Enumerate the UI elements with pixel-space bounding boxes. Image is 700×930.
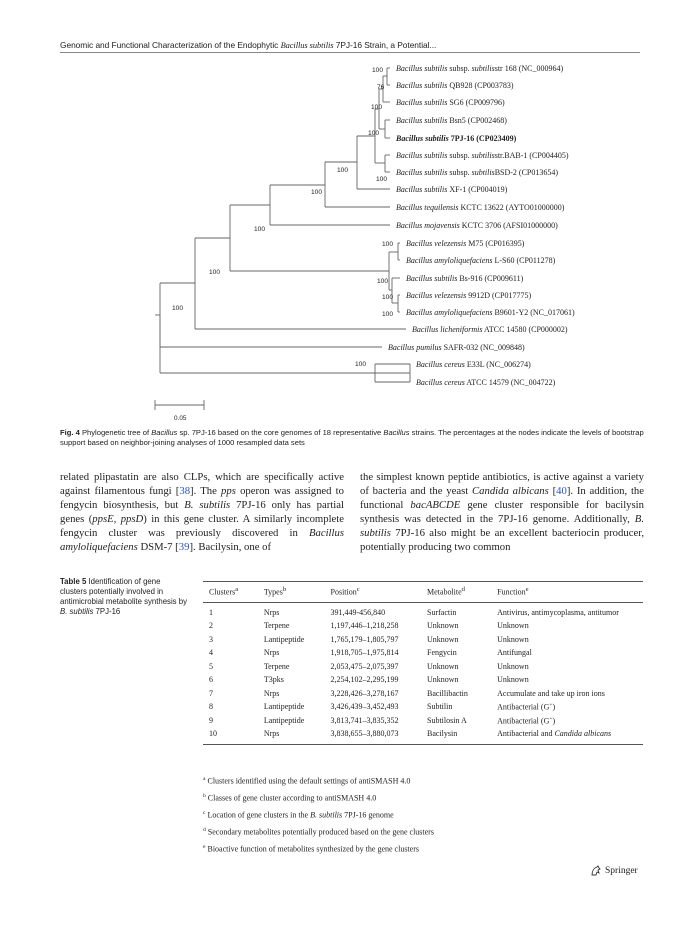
- table-cell: 10: [203, 727, 258, 744]
- table-cell: Subtilin: [427, 702, 453, 712]
- taxon-label: Bacillus subtilis subsp. subtilisstr 168 (NC_000964): [396, 64, 564, 73]
- table-cell: Unknown: [497, 634, 529, 644]
- gene-cluster-table: [203, 581, 643, 745]
- left-italic-3: ppsE, ppsD: [92, 513, 144, 526]
- table-cell: Bacillibactin: [427, 688, 468, 698]
- taxon-label: Bacillus subtilis subsp. subtilisBSD-2 (CP013654): [396, 168, 559, 177]
- header-text: Clusters: [209, 587, 236, 597]
- publisher-name: Springer: [605, 866, 638, 876]
- left-text-e: ) in this gene cluster. A similarly incomplete fengycin cluster was previously discovered in: [60, 513, 344, 540]
- table-cell: Subtilosin A: [427, 715, 467, 725]
- table-cell: 3,838,655–3,880,073: [325, 727, 422, 744]
- table-cell: 2: [209, 621, 213, 631]
- table-cell: Lantipeptide: [263, 715, 305, 725]
- table-cell: Unknown: [427, 621, 459, 631]
- table-cell: 1,197,446–1,218,258: [330, 621, 399, 631]
- table-cell: Lantipeptide: [263, 702, 305, 712]
- right-italic-2: bacABCDE: [410, 499, 461, 512]
- body-column-left: [60, 470, 344, 555]
- right-italic-1: Candida albicans: [472, 485, 549, 498]
- tree-bootstrap-values: [172, 67, 393, 368]
- table-header-row: [203, 582, 643, 603]
- table-row: [203, 687, 643, 701]
- table-cell: 8: [209, 702, 213, 712]
- table-cell: Antibacterial (G+): [497, 715, 556, 726]
- right-text-e: 7PJ-16 also might be an excellent bacteriocin producer, potentially producing two common: [360, 527, 644, 554]
- left-text-a: related plipastatin are also CLPs, which are specifically active against filamentous fungi [: [60, 471, 344, 498]
- bootstrap-value: 100: [377, 278, 389, 285]
- bootstrap-value: 100: [311, 189, 323, 196]
- table-label: Table 5: [60, 577, 87, 586]
- table-caption-text: Identification of gene clusters potentially involved in antimicrobial metabolite synthesis by: [60, 577, 187, 606]
- right-text-b: [: [548, 485, 557, 498]
- table-cell: T3pks: [263, 675, 284, 685]
- bootstrap-value: 100: [254, 226, 266, 233]
- caption-text-2: sp. 7PJ-16 based on the core genomes of 18 representative: [177, 428, 384, 437]
- table-cell: 4: [209, 648, 213, 658]
- taxon-label: Bacillus cereus ATCC 14579 (NC_004722): [416, 378, 556, 387]
- bootstrap-value: 100: [382, 311, 394, 318]
- table-cell: 1,918,705–1,975,814: [330, 648, 399, 658]
- taxon-label: Bacillus amyloliquefaciens B9601-Y2 (NC_017061): [406, 308, 575, 317]
- caption-text-3: strains. The percentages at the nodes indicate the levels of bootstrap support based on neighbor-joining analyses of 1000 resampled data sets: [60, 428, 644, 447]
- left-text-g: ]. Bacilysin, one of: [189, 541, 272, 554]
- footnote: $^e$ Bioactive function of metabolites synthesized by the gene clusters: [203, 844, 419, 854]
- table-cell: Terpene: [263, 621, 290, 631]
- taxon-label: Bacillus subtilis QB928 (CP003783): [396, 81, 514, 90]
- running-head-species: Bacillus subtilis: [280, 41, 334, 50]
- bootstrap-value: 100: [209, 269, 221, 276]
- phylogenetic-tree-figure: [0, 0, 700, 430]
- running-head-text: Genomic and Functional Characterization of the Endophytic: [60, 40, 281, 50]
- header-types: [258, 582, 325, 603]
- table-row: [203, 602, 643, 619]
- header-sup: e: [525, 586, 529, 593]
- running-head-suffix: 7PJ-16 Strain, a Potential...: [333, 40, 437, 50]
- right-text-c: ]. In addition, the functional: [360, 485, 645, 512]
- header-position: [325, 582, 422, 603]
- header-text: Function: [497, 587, 526, 597]
- bootstrap-value: 100: [172, 305, 184, 312]
- bootstrap-value: 100: [355, 361, 367, 368]
- table-cell: 3: [209, 634, 213, 644]
- taxon-label: Bacillus velezensis 9912D (CP017775): [406, 291, 532, 300]
- table-caption-species: B. subtilis: [60, 607, 94, 616]
- table-cell: Accumulate and take up iron ions: [497, 688, 605, 698]
- table-cell: 6: [209, 675, 213, 685]
- table-cell: Fengycin: [427, 648, 457, 658]
- right-text-d: gene cluster responsible for bacilysin synthesis was detected in the 7PJ-16 genome. Additionally,: [360, 499, 644, 526]
- table-cell: Antivirus, antimycoplasma, antitumor: [497, 607, 619, 617]
- citation-link[interactable]: 38: [179, 485, 191, 498]
- table-footnotes: [203, 772, 643, 857]
- table-cell: 9: [209, 715, 213, 725]
- header-clusters: [203, 582, 258, 603]
- table-cell: Nrps: [263, 607, 280, 617]
- table-cell: 1: [209, 607, 213, 617]
- taxon-label: Bacillus subtilis SG6 (CP009796): [396, 98, 505, 107]
- table-row: [203, 700, 643, 714]
- taxon-label: Bacillus subtilis XF-1 (CP004019): [396, 185, 508, 194]
- taxon-label: Bacillus licheniformis ATCC 14580 (CP000002): [412, 325, 568, 334]
- footnote: $^b$ Classes of gene cluster according to antiSMASH 4.0: [203, 793, 377, 803]
- bootstrap-value: 100: [371, 104, 383, 111]
- body-column-right: [360, 470, 644, 555]
- header-metabolite: [421, 582, 491, 603]
- table-row: [203, 673, 643, 687]
- table-cell: 7: [209, 688, 213, 698]
- scale-bar-label: 0.05: [174, 415, 187, 422]
- table-cell: Surfactin: [427, 607, 457, 617]
- citation-link[interactable]: 39: [178, 541, 190, 554]
- left-text-f: DSM-7 [: [137, 541, 179, 554]
- table-cell: 1,765,179–1,805,797: [330, 634, 399, 644]
- header-sup: d: [461, 586, 465, 593]
- table-cell: Antifungal: [497, 648, 532, 658]
- header-text: Metabolite: [427, 587, 462, 597]
- taxon-label: Bacillus pumilus SAFR-032 (NC_009848): [388, 343, 525, 352]
- table-cell: Unknown: [427, 634, 459, 644]
- table-cell: Unknown: [497, 621, 529, 631]
- figure-label: Fig. 4: [60, 428, 80, 437]
- citation-link[interactable]: 40: [556, 485, 567, 498]
- table-5: [203, 581, 643, 745]
- footnote: $^a$ Clusters identified using the default settings of antiSMASH 4.0: [203, 776, 411, 786]
- taxon-label: Bacillus velezensis M75 (CP016395): [406, 239, 525, 248]
- taxon-label: Bacillus cereus E33L (NC_006274): [416, 360, 531, 369]
- table-cell: Terpene: [263, 661, 290, 671]
- right-italic-3: B. subtilis: [360, 513, 644, 540]
- footnote: $^d$ Secondary metabolites potentially produced based on the gene clusters: [203, 827, 434, 837]
- table-caption-end: 7PJ-16: [93, 607, 121, 616]
- header-sup: a: [235, 586, 239, 593]
- table-body: [203, 602, 643, 744]
- table-cell: 5: [209, 661, 213, 671]
- taxon-label: Bacillus mojavensis KCTC 3706 (AFSI01000000): [396, 221, 558, 230]
- table-cell: Antibacterial (G+): [497, 702, 556, 712]
- left-text-d: 7PJ-16 only has partial genes (: [60, 499, 344, 526]
- table-cell: Nrps: [263, 648, 280, 658]
- table-cell: 3,813,741–3,835,352: [330, 715, 399, 725]
- table-cell: 3,426,439–3,452,493: [330, 702, 399, 712]
- table-cell: Lantipeptide: [263, 634, 305, 644]
- table-cell: Nrps: [258, 727, 325, 744]
- caption-genus-2: Bacillus: [383, 428, 410, 437]
- left-text-b: ]. The: [190, 485, 222, 498]
- table-cell: 3,228,426–3,278,167: [330, 688, 399, 698]
- right-text-a: the simplest known peptide antibiotics, is active against a variety of bacteria and the yeast: [360, 471, 644, 498]
- table-row: [203, 646, 643, 660]
- bootstrap-value: 100: [368, 130, 380, 137]
- left-italic-1: pps: [221, 485, 236, 498]
- bootstrap-value: 100: [372, 67, 384, 74]
- left-italic-4: Bacillus amyloliquefaciens: [60, 527, 344, 554]
- header-function: [491, 582, 643, 603]
- header-sup: c: [356, 586, 360, 593]
- publisher-logo: [590, 865, 638, 877]
- table-cell: Antibacterial and Candida albicans: [491, 727, 643, 744]
- tree-branches: [155, 68, 410, 382]
- table-cell: Unknown: [427, 675, 459, 685]
- table-cell: 2,053,475–2,075,397: [330, 661, 399, 671]
- header-sup: b: [282, 586, 287, 593]
- caption-genus-1: Bacillus: [151, 428, 178, 437]
- taxon-label: Bacillus amyloliquefaciens L-S60 (CP011278): [406, 256, 556, 265]
- taxon-label: Bacillus tequilensis KCTC 13622 (AYTO01000000): [396, 203, 565, 212]
- table-row: [203, 619, 643, 633]
- left-text-c: operon was assigned to fengycin biosynthesis, but: [60, 485, 344, 512]
- bootstrap-value: 100: [382, 241, 394, 248]
- table-cell: Bacilysin: [421, 727, 491, 744]
- bootstrap-value: 100: [337, 167, 349, 174]
- figure-caption: [60, 428, 645, 448]
- taxon-label: Bacillus subtilis 7PJ-16 (CP023409): [396, 134, 517, 143]
- table-cell: Unknown: [497, 661, 529, 671]
- header-text: Types: [263, 587, 283, 597]
- table-cell: Unknown: [497, 675, 529, 685]
- table-cell: 2,254,102–2,295,199: [330, 675, 399, 685]
- table-row: [203, 660, 643, 674]
- bootstrap-value: 100: [376, 176, 388, 183]
- table-caption: [60, 577, 188, 617]
- header-text: Position: [330, 587, 357, 597]
- footnote: $^c$ Location of gene clusters in the B. subtilis 7PJ-16 genome: [203, 810, 394, 820]
- table-cell: Unknown: [427, 661, 459, 671]
- table-cell: Nrps: [263, 688, 280, 698]
- springer-horse-icon: [590, 865, 602, 877]
- left-italic-2: B. subtilis: [184, 499, 231, 512]
- taxon-label: Bacillus subtilis Bs-916 (CP009611): [406, 274, 524, 283]
- table-row: [203, 714, 643, 728]
- taxon-label: Bacillus subtilis subsp. subtilisstr.BAB-1 (CP004405): [396, 151, 569, 160]
- taxon-label: Bacillus subtilis Bsn5 (CP002468): [396, 116, 507, 125]
- scale-bar: [155, 400, 204, 422]
- bootstrap-value: 76: [377, 84, 385, 91]
- tree-taxa: [388, 64, 575, 387]
- table-cell: 391,449-456,840: [330, 607, 386, 617]
- bootstrap-value: 100: [382, 294, 394, 301]
- table-row: [203, 633, 643, 647]
- table-row: [203, 727, 643, 744]
- caption-text-1: Phylogenetic tree of: [79, 428, 152, 437]
